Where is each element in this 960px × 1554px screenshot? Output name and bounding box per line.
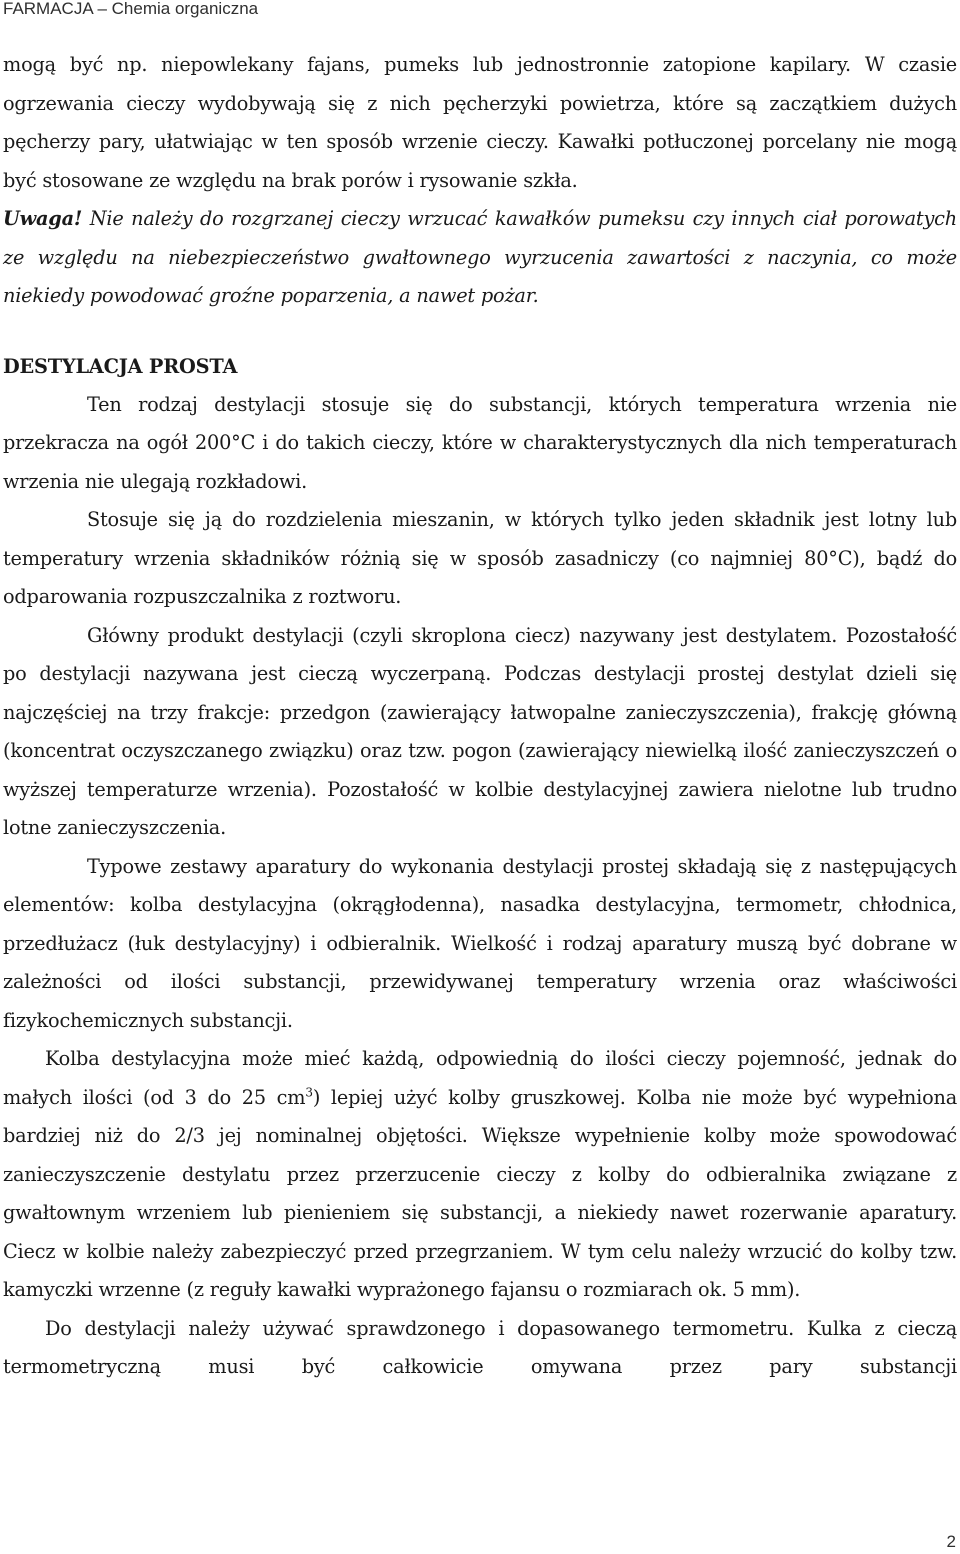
paragraph-5-part-a: Kolba destylacyjna może mieć każdą, odpowiednią do ilości cieczy pojemność, jednak do małych ilości (od 3 do 25 cm xyxy=(3,1047,957,1109)
warning-label: Uwaga! xyxy=(3,207,83,230)
paragraph-5-part-b: ) lepiej użyć kolby gruszkowej. Kolba nie może być wypełniona bardziej niż do 2/3 jej nominalnej objętości. Większe wypełnienie kolby może spowodować zanieczyszczenie destylatu przez przerzucenie cieczy z kolby do odbieralnika związane z gwałtownym wrzeniem lub pienieniem się substancji, a niekiedy nawet rozerwanie aparatury. Ciecz w kolbie należy zabezpieczyć przed przegrzaniem. W tym celu należy wrzucić do kolby tzw. kamyczki wrzenne (z reguły kawałki wyprażonego fajansu o rozmiarach ok. 5 mm). xyxy=(3,1085,957,1301)
document-body xyxy=(3,46,957,1387)
section-paragraph-4: Typowe zestawy aparatury do wykonania destylacji prostej składają się z następujących elementów: kolba destylacyjna (okrągłodenna), nasadka destylacyjna, termometr, chłodnica, przedłużacz (łuk destylacyjny) i odbieralnik. Wielkość i rodzaj aparatury muszą być dobrane w zależności od ilości substancji, przewidywanej temperatury wrzenia oraz właściwości fizykochemicznych substancji. xyxy=(3,854,957,1032)
intro-paragraph: mogą być np. niepowlekany fajans, pumeks lub jednostronnie zatopione kapilary. W czasie ogrzewania cieczy wydobywają się z nich pęcherzyki powietrza, które są zaczątkiem dużych pęcherzy pary, ułatwiając w ten sposób wrzenie cieczy. Kawałki potłuczonej porcelany nie mogą być stosowane ze względu na brak porów i rysowanie szkła. xyxy=(3,53,957,192)
section-paragraph-3: Główny produkt destylacji (czyli skroplona ciecz) nazywany jest destylatem. Pozostałość po destylacji nazywana jest cieczą wyczerpaną. Podczas destylacji prostej destylat dzieli się najczęściej na trzy frakcje: przedgon (zawierający łatwopalne zanieczyszczenia), frakcję główną (koncentrat oczyszczanego związku) oraz tzw. pogon (zawierający niewielką ilość zanieczyszczeń o wyższej temperaturze wrzenia). Pozostałość w kolbie destylacyjnej zawiera nielotne lub trudno lotne zanieczyszczenia. xyxy=(3,623,957,839)
section-paragraph-2: Stosuje się ją do rozdzielenia mieszanin, w których tylko jeden składnik jest lotny lub temperatury wrzenia składników różnią się w sposób zasadniczy (co najmniej 80°C), bądź do odparowania rozpuszczalnika z roztworu. xyxy=(3,508,957,608)
warning-note xyxy=(3,200,957,316)
section-paragraph-6: Do destylacji należy używać sprawdzonego i dopasowanego termometru. Kulka z cieczą termometryczną musi być całkowicie omywana przez pary substancji xyxy=(3,1316,957,1378)
page-number: 2 xyxy=(946,1532,956,1551)
running-header: FARMACJA – Chemia organiczna xyxy=(3,0,259,18)
section-paragraph-5 xyxy=(3,1040,957,1310)
section-heading: DESTYLACJA PROSTA xyxy=(3,354,238,378)
warning-text: Nie należy do rozgrzanej cieczy wrzucać kawałków pumeksu czy innych ciał porowatych ze względu na niebezpieczeństwo gwałtownego wyrzucenia zawartości z naczynia, co może niekiedy powodować groźne poparzenia, a nawet pożar. xyxy=(3,207,957,307)
section-paragraph-1: Ten rodzaj destylacji stosuje się do substancji, których temperatura wrzenia nie przekracza na ogół 200°C i do takich cieczy, które w charakterystycznych dla nich temperaturach wrzenia nie ulegają rozkładowi. xyxy=(3,392,957,493)
superscript: 3 xyxy=(305,1085,313,1100)
